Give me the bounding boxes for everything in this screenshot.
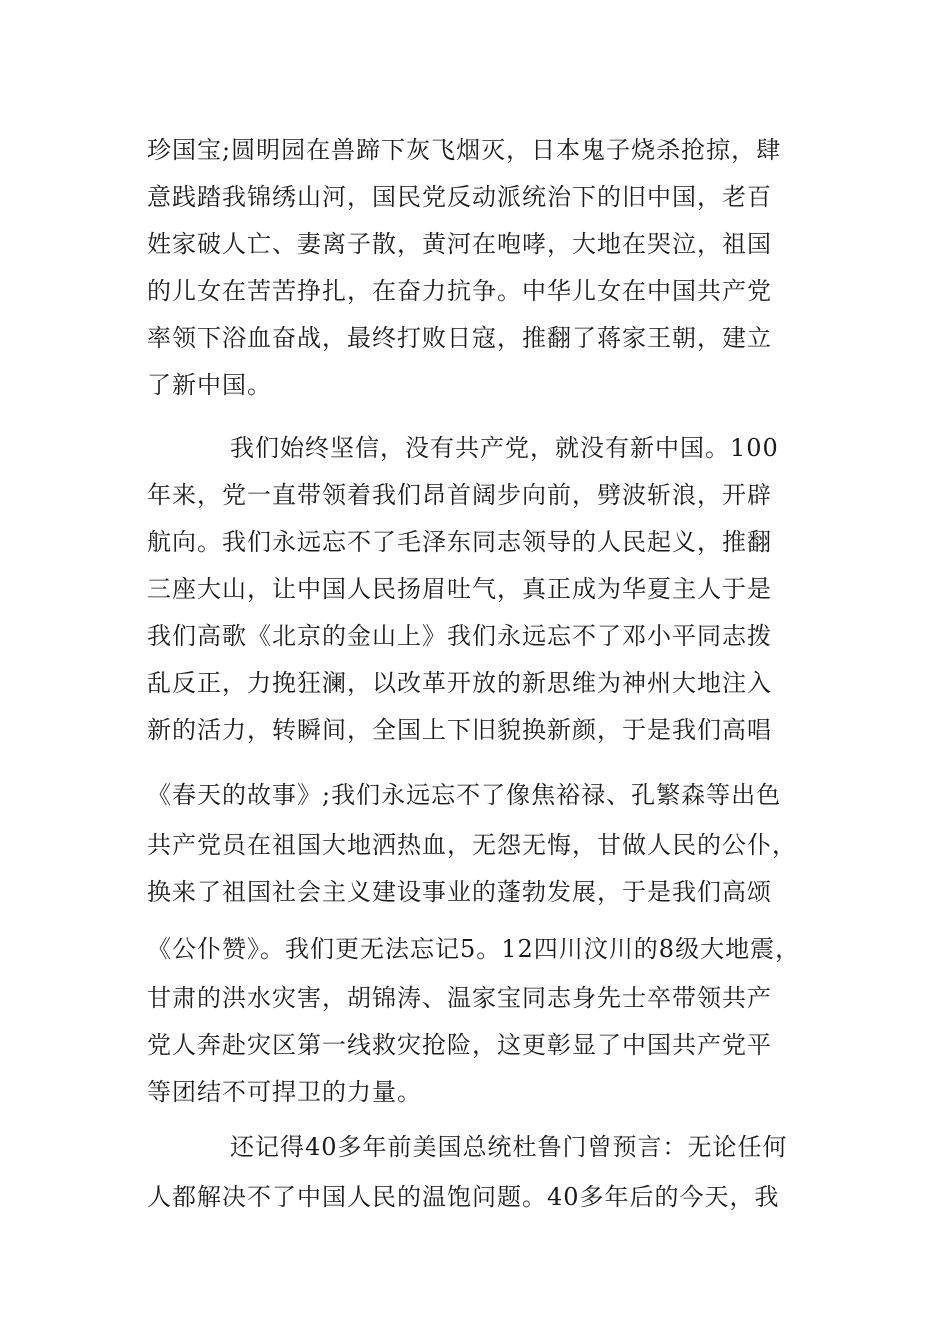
text-line: 意践踏我锦绣山河，国民党反动派统治下的旧中国，老百 bbox=[147, 183, 772, 211]
text-line: 乱反正，力挽狂澜，以改革开放的新思维为神州大地注入 bbox=[147, 669, 772, 697]
text-line: 年来，党一直带领着我们昂首阔步向前，劈波斩浪，开辟 bbox=[147, 481, 772, 509]
text-line: 等团结不可捍卫的力量。 bbox=[147, 1078, 422, 1106]
text-line: 《春天的故事》;我们永远忘不了像焦裕禄、孔繁森等出色 bbox=[147, 781, 782, 809]
text-line: 姓家破人亡、妻离子散，黄河在咆哮，大地在哭泣，祖国 bbox=[147, 230, 772, 258]
text-line: 率领下浴血奋战，最终打败日寇，推翻了蒋家王朝，建立 bbox=[147, 324, 772, 352]
text-line: 党人奔赴灾区第一线救灾抢险，这更彰显了中国共产党平 bbox=[147, 1031, 772, 1059]
text-line: 甘肃的洪水灾害，胡锦涛、温家宝同志身先士卒带领共产 bbox=[147, 984, 772, 1012]
text-line: 换来了祖国社会主义建设事业的蓬勃发展，于是我们高颂 bbox=[147, 878, 772, 906]
text-line: 珍国宝;圆明园在兽蹄下灰飞烟灭，日本鬼子烧杀抢掠，肆 bbox=[147, 136, 782, 164]
text-line: 我们高歌《北京的金山上》我们永远忘不了邓小平同志拨 bbox=[147, 622, 772, 650]
paragraph-first-line: 还记得40多年前美国总统杜鲁门曾预言：无论任何 bbox=[230, 1133, 788, 1161]
text-line: 《公仆赞》。我们更无法忘记5。12四川汶川的8级大地震， bbox=[147, 935, 801, 963]
text-line: 人都解决不了中国人民的温饱问题。40多年后的今天，我 bbox=[147, 1183, 780, 1211]
text-line: 航向。我们永远忘不了毛泽东同志领导的人民起义，推翻 bbox=[147, 528, 772, 556]
text-line: 了新中国。 bbox=[147, 371, 272, 399]
text-line: 的儿女在苦苦挣扎，在奋力抗争。中华儿女在中国共产党 bbox=[147, 277, 772, 305]
text-line: 三座大山，让中国人民扬眉吐气，真正成为华夏主人于是 bbox=[147, 575, 772, 603]
text-line: 共产党员在祖国大地洒热血，无怨无悔，甘做人民的公仆， bbox=[147, 831, 797, 859]
paragraph-first-line: 我们始终坚信，没有共产党，就没有新中国。100 bbox=[230, 434, 779, 462]
text-line: 新的活力，转瞬间，全国上下旧貌换新颜，于是我们高唱 bbox=[147, 716, 772, 744]
